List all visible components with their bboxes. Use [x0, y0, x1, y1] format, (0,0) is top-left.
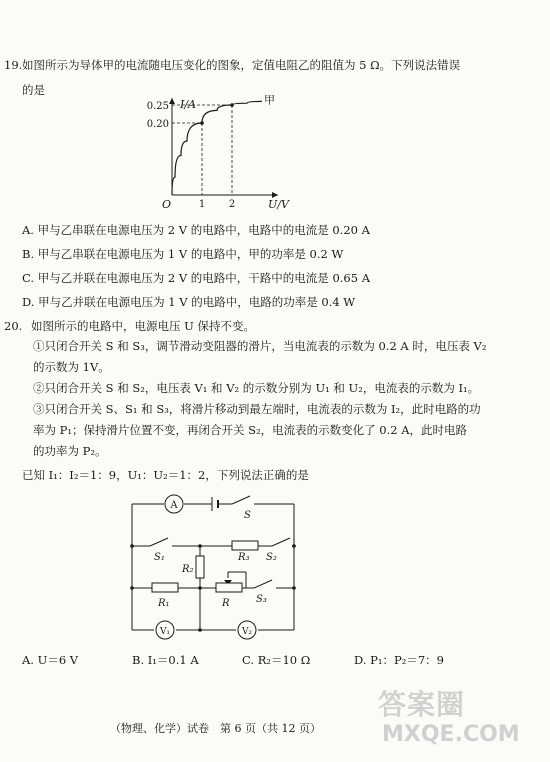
- switch-s2-blade: [272, 538, 290, 546]
- iu-graph: [146, 92, 290, 212]
- voltmeter-v1-label: V₁: [159, 627, 171, 637]
- switch-s1-label: S₁: [154, 552, 165, 563]
- page-footer: （物理、化学）试卷 第 6 页（共 12 页）: [110, 722, 321, 735]
- q19-option-d: D. 甲与乙并联在电源电压为 1 V 的电路中，电路的功率是 0.4 W: [22, 295, 356, 309]
- q20-item: 率为 P₁；保持滑片位置不变，再闭合开关 S₂，电流表的示数变化了 0.2 A，此时电路: [33, 423, 468, 437]
- resistor-r3: [232, 541, 258, 550]
- q20-item: ①只闭合开关 S 和 S₃，调节滑动变阻器的滑片，当电流表的示数为 0.2 A 时，电压表 V₂: [33, 339, 487, 353]
- q20-option-a: A. U＝6 V: [22, 653, 79, 667]
- q20-option-c: C. R₂＝10 Ω: [242, 653, 311, 667]
- x-tick-label: 2: [228, 199, 236, 210]
- q20-option-d: D. P₁：P₂＝7：9: [354, 653, 444, 667]
- ammeter-label: A: [170, 500, 178, 511]
- resistor-r1: [152, 583, 178, 592]
- q19-stem: 如图所示为导体甲的电流随电压变化的图象，定值电阻乙的阻值为 5 Ω。下列说法错误: [22, 58, 461, 72]
- switch-s-blade: [232, 496, 250, 504]
- q20-known: 已知 I₁：I₂＝1：9，U₁：U₂＝1：2，下列说法正确的是: [22, 468, 309, 482]
- resistor-r2-label: R₂: [182, 564, 194, 575]
- rheostat-r: [216, 583, 242, 592]
- switch-s1-blade: [150, 538, 168, 546]
- y-axis-label: I/A: [180, 98, 196, 111]
- resistor-r1-label: R₁: [158, 598, 170, 609]
- q20-number: 20.: [4, 319, 23, 333]
- voltmeter-v2-label: V₂: [241, 627, 253, 637]
- x-axis-label: U/V: [268, 198, 289, 211]
- watermark-url: MXQE.COM: [382, 722, 520, 747]
- switch-s-label: S: [244, 510, 251, 521]
- resistor-r3-label: R₃: [238, 552, 250, 563]
- q19-option-a: A. 甲与乙串联在电源电压为 2 V 的电路中，电路中的电流是 0.20 A: [22, 223, 370, 237]
- rheostat-r-label: R: [222, 598, 230, 609]
- switch-s3-blade: [254, 580, 272, 588]
- q20-stem: 如图所示的电路中，电源电压 U 保持不变。: [31, 319, 256, 333]
- q19-number: 19.: [4, 58, 23, 72]
- series-label-jia: 甲: [264, 93, 275, 107]
- resistor-r2: [196, 556, 204, 578]
- q20-option-b: B. I₁＝0.1 A: [132, 653, 199, 667]
- y-tick-label: 0.20: [146, 119, 169, 130]
- x-tick-label: 1: [198, 199, 206, 210]
- origin-label: O: [162, 198, 172, 211]
- switch-s3-label: S₃: [256, 594, 267, 605]
- q19-option-b: B. 甲与乙串联在电源电压为 1 V 的电路中，甲的功率是 0.2 W: [22, 247, 344, 261]
- y-tick-label: 0.25: [146, 101, 169, 112]
- watermark-logo-text: 答案圈: [378, 688, 466, 721]
- q20-item: ②只闭合开关 S 和 S₂，电压表 V₁ 和 V₂ 的示数分别为 U₁ 和 U₂，电流表的示数为 I₁。: [33, 381, 480, 395]
- q20-item: 的示数为 1V。: [33, 360, 110, 374]
- q20-item: 的功率为 P₂。: [33, 444, 107, 458]
- q19-stem-cont: 的是: [22, 83, 45, 97]
- circuit-diagram: [120, 488, 420, 648]
- q19-option-c: C. 甲与乙并联在电源电压为 2 V 的电路中，干路中的电流是 0.65 A: [22, 271, 371, 285]
- switch-s2-label: S₂: [266, 552, 277, 563]
- q20-item: ③只闭合开关 S、S₁ 和 S₃，将滑片移动到最左端时，电流表的示数为 I₂，此时电路的功: [33, 402, 481, 416]
- series-curve-jia: [172, 101, 262, 195]
